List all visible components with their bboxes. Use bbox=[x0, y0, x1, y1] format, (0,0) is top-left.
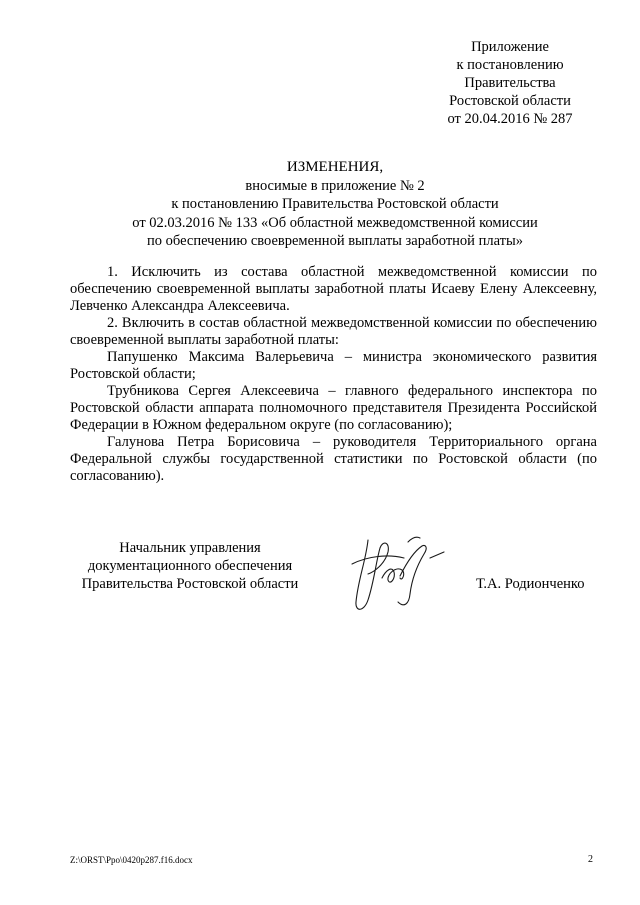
title-line: вносимые в приложение № 2 bbox=[245, 177, 425, 194]
position-line: Правительства Ростовской области bbox=[81, 576, 299, 592]
body-paragraph: 1. Исключить из состава областной межведомственной комиссии по обеспечению своевременной выплаты заработной платы Исаеву Елену Алексеевну, Левченко Александра Алексеевича. bbox=[70, 264, 597, 314]
attachment-line: Правительства bbox=[464, 75, 556, 91]
body-paragraph: Трубникова Сергея Алексеевича – главного федерального инспектора по Ростовской области аппарата полномочного представителя Президента Российской Федерации в Южном федеральном округе (по согласованию); bbox=[70, 383, 597, 433]
handwritten-signature bbox=[338, 520, 458, 620]
title-line: к постановлению Правительства Ростовской области bbox=[171, 196, 499, 212]
title-line: от 02.03.2016 № 133 «Об областной межведомственной комиссии bbox=[132, 214, 538, 231]
page-number: 2 bbox=[588, 854, 593, 865]
document-title: ИЗМЕНЕНИЯ, bbox=[286, 159, 384, 175]
attachment-line: от 20.04.2016 № 287 bbox=[447, 111, 573, 127]
signatory-name: Т.А. Родионченко bbox=[476, 576, 585, 592]
attachment-line: к постановлению bbox=[456, 57, 564, 73]
title-line: по обеспечению своевременной выплаты заработной платы» bbox=[147, 233, 523, 249]
document-body bbox=[70, 264, 597, 485]
position-line: Начальник управления bbox=[119, 540, 261, 556]
body-paragraph: Папушенко Максима Валерьевича – министра экономического развития Ростовской области; bbox=[70, 349, 597, 382]
signatory-position bbox=[70, 539, 310, 593]
body-paragraph: 2. Включить в состав областной межведомственной комиссии по обеспечению своевременной выплаты заработной платы: bbox=[70, 315, 597, 348]
title-block bbox=[70, 158, 600, 251]
attachment-line: Приложение bbox=[471, 39, 549, 55]
position-line: документационного обеспечения bbox=[87, 558, 293, 574]
attachment-line: Ростовской области bbox=[449, 93, 571, 109]
attachment-block bbox=[420, 38, 600, 128]
file-path: Z:\ORST\Ppo\0420p287.f16.docx bbox=[70, 855, 193, 865]
body-paragraph: Галунова Петра Борисовича – руководителя Территориального органа Федеральной службы государственной статистики по Ростовской области (по согласованию). bbox=[70, 434, 597, 484]
